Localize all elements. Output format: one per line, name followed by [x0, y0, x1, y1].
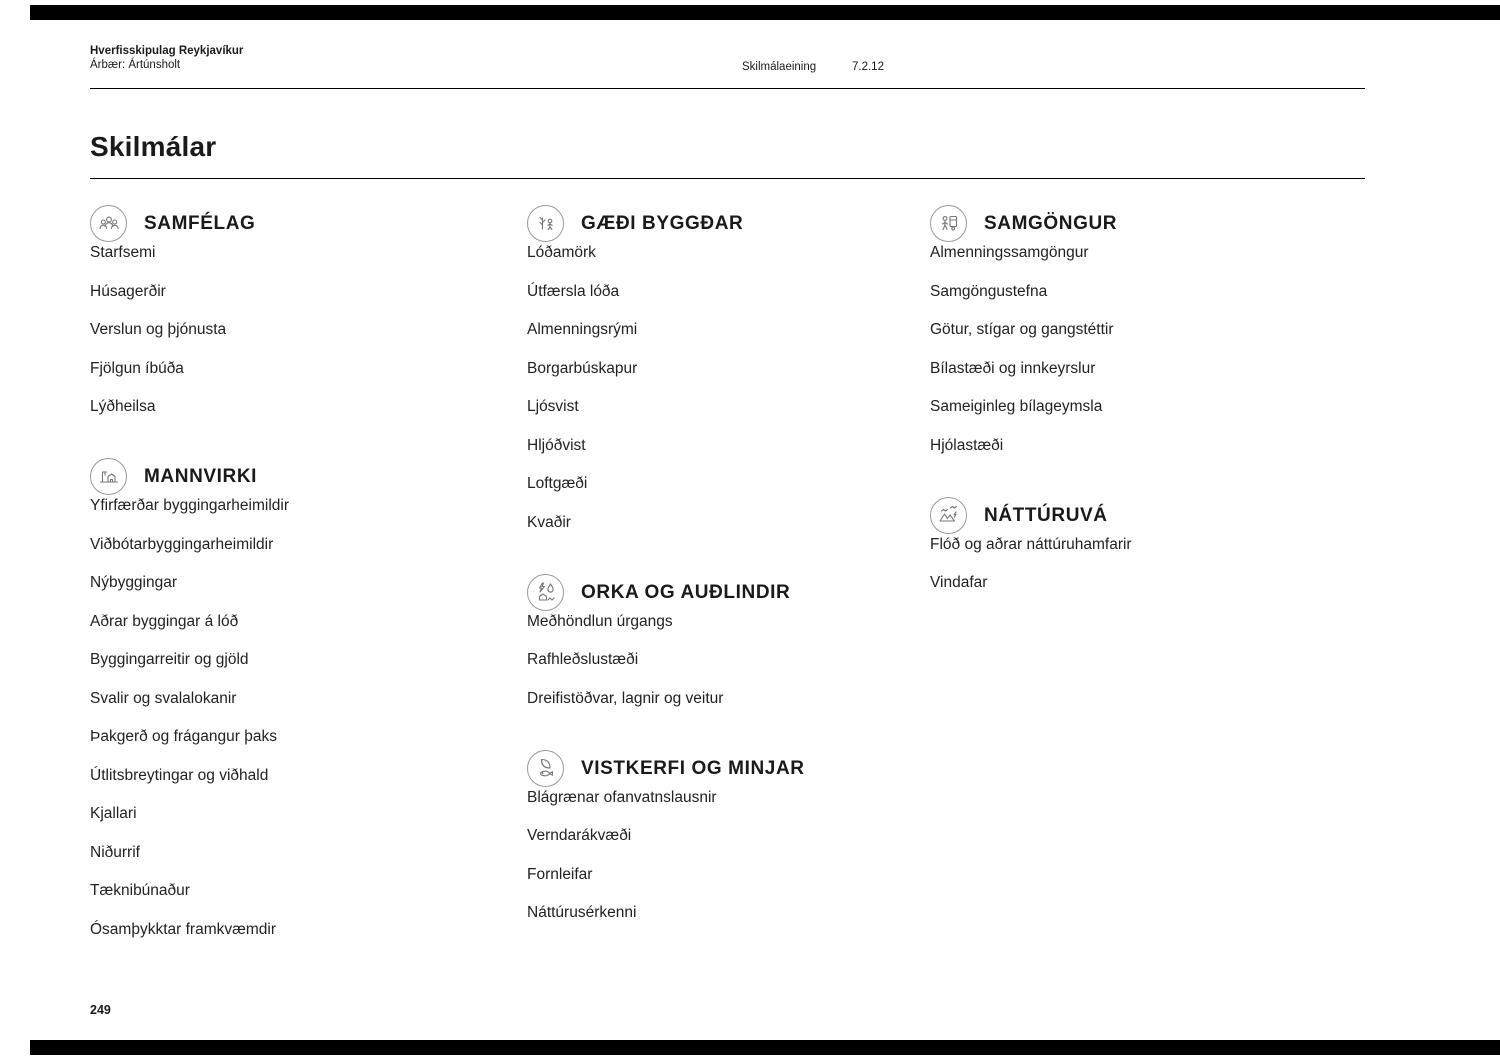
section-header: [90, 205, 490, 242]
section-title: GÆÐI BYGGÐAR: [581, 213, 744, 234]
toc-item: Meðhöndlun úrgangs: [527, 612, 673, 630]
toc-item: Blágrænar ofanvatnslausnir: [527, 788, 717, 806]
section-title: MANNVIRKI: [144, 466, 258, 487]
toc-column: [90, 205, 490, 959]
toc-item: Byggingarreitir og gjöld: [90, 651, 249, 668]
toc-item: Almenningssamgöngur: [930, 244, 1089, 261]
bottom-border-bar: [30, 1040, 1500, 1055]
toc-item: Fornleifar: [527, 865, 593, 883]
toc-item: Hjólastæði: [930, 436, 1004, 454]
section-header: [90, 458, 490, 495]
energy-drop-house-icon: [527, 574, 564, 611]
section-header: [527, 574, 927, 611]
toc-item: Húsagerðir: [90, 282, 166, 300]
section-title: VISTKERFI OG MINJAR: [581, 757, 805, 779]
toc-item: Flóð og aðrar náttúruhamfarir: [930, 535, 1132, 553]
toc-item: Sameiginleg bílageymsla: [930, 398, 1103, 415]
people-icon: [90, 205, 127, 242]
toc-item: Verslun og þjónusta: [90, 321, 227, 338]
toc-item: Vindafar: [930, 574, 988, 591]
toc-item: Verndarákvæði: [527, 827, 632, 844]
toc-section-samgongur: [930, 205, 1370, 455]
header-section-label: Skilmálaeining: [742, 61, 817, 73]
toc-item: Dreifistöðvar, lagnir og veitur: [527, 689, 724, 707]
toc-item: Loftgæði: [527, 475, 588, 492]
tree-person-icon: [527, 205, 564, 242]
toc-item: Ósamþykktar framkvæmdir: [90, 920, 277, 938]
toc-section-mannvirki: [90, 458, 490, 939]
section-title: ORKA OG AUÐLINDIR: [581, 581, 791, 603]
toc-item: Kvaðir: [527, 513, 571, 531]
document-title: Hverfisskipulag Reykjavíkur: [90, 45, 244, 57]
toc-section-vistkerfi-og-minjar: [527, 750, 927, 923]
toc-section-samfelag: [90, 205, 490, 416]
toc-item: Almenningsrými: [527, 321, 638, 338]
toc-section-natturuva: [930, 497, 1370, 593]
toc-item: Náttúrusérkenni: [527, 904, 637, 921]
section-title: SAMFÉLAG: [144, 213, 256, 234]
building-crane-icon: [90, 458, 127, 495]
page-title: Skilmálar: [90, 131, 217, 162]
toc-item: Bílastæði og innkeyrslur: [930, 359, 1096, 377]
toc-item: Fjölgun íbúða: [90, 359, 184, 377]
toc-item: Ljósvist: [527, 398, 579, 415]
toc-item: Útlitsbreytingar og viðhald: [90, 766, 269, 784]
toc-item: Hljóðvist: [527, 436, 586, 454]
toc-item: Svalir og svalalokanir: [90, 689, 237, 707]
section-title: SAMGÖNGUR: [984, 213, 1118, 234]
title-rule: [90, 178, 1365, 179]
section-header: [930, 205, 1370, 242]
toc-item: Borgarbúskapur: [527, 359, 638, 377]
person-bus-icon: [930, 205, 967, 242]
section-title: NÁTTÚRUVÁ: [984, 504, 1108, 526]
toc-item: Þakgerð og frágangur þaks: [90, 728, 277, 745]
toc-column: [527, 205, 927, 943]
toc-item: Lóðamörk: [527, 244, 596, 261]
toc-item: Rafhleðslustæði: [527, 651, 639, 668]
toc-item: Götur, stígar og gangstéttir: [930, 321, 1114, 338]
toc-item: Yfirfærðar byggingarheimildir: [90, 497, 289, 514]
top-border-bar: [30, 5, 1500, 20]
leaf-fish-icon: [527, 750, 564, 787]
section-header: [527, 750, 927, 787]
toc-item: Tæknibúnaður: [90, 882, 190, 899]
toc-item: Niðurrif: [90, 843, 140, 861]
toc-item: Viðbótarbyggingarheimildir: [90, 535, 274, 553]
toc-item: Útfærsla lóða: [527, 282, 620, 300]
toc-item: Kjallari: [90, 805, 137, 822]
toc-item: Lýðheilsa: [90, 398, 156, 415]
section-header: [527, 205, 927, 242]
toc-column: [930, 205, 1370, 613]
page-number: 249: [90, 1003, 111, 1017]
document-subtitle: Árbær: Ártúnsholt: [90, 59, 181, 71]
header-rule: [90, 88, 1365, 89]
toc-section-gaedi-byggdar: [527, 205, 927, 532]
toc-item: Samgöngustefna: [930, 282, 1048, 300]
toc-item: Starfsemi: [90, 244, 156, 261]
header-section-number: 7.2.12: [852, 61, 884, 73]
section-header: [930, 497, 1370, 534]
toc-section-orka-og-audlindir: [527, 574, 927, 708]
toc-item: Aðrar byggingar á lóð: [90, 612, 239, 630]
mountain-hazard-icon: [930, 497, 967, 534]
toc-item: Nýbyggingar: [90, 574, 178, 591]
